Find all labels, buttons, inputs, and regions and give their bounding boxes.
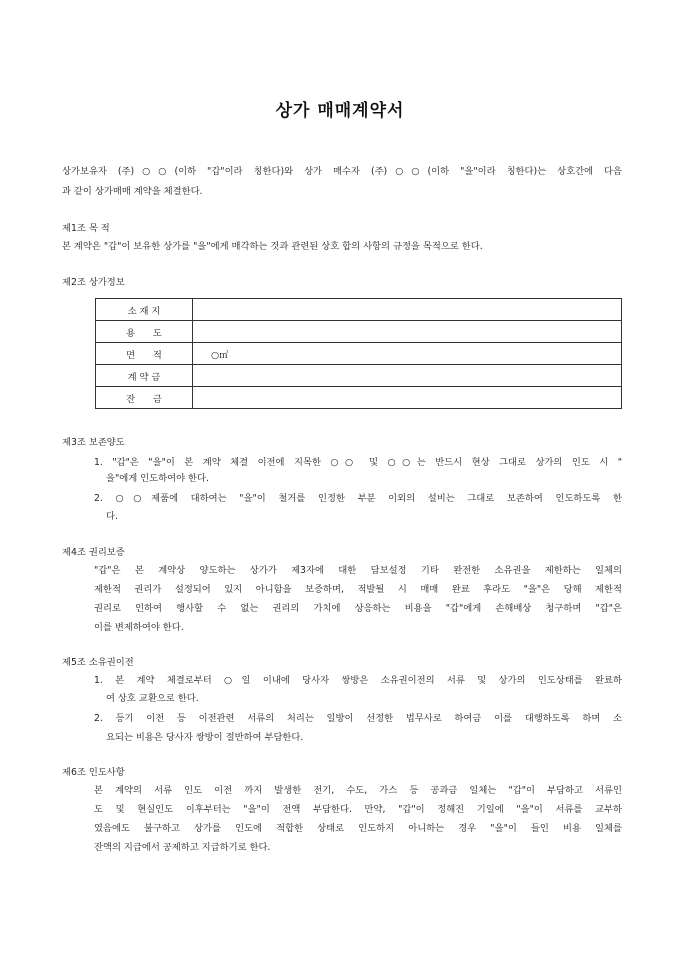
intro-line-2: 과 같이 상가매매 계약을 체결한다. <box>62 186 203 197</box>
article-2-heading: 제2조 상가정보 <box>62 277 125 288</box>
article-6-line-3: 였음에도 불구하고 상가를 인도에 적합한 상태로 인도하지 아니하는 경우 "을"이 들인 비용 일체를 <box>94 823 622 834</box>
table-value-usage <box>193 321 622 343</box>
article-3-item-1-line-1: 1. "갑"은 "을"이 본 계약 체결 이전에 지목한 ○○ 및 ○○는 반드시 현상 그대로 상가의 인도 시 " <box>94 457 622 468</box>
article-4-heading: 제4조 권리보증 <box>62 547 125 558</box>
article-5-item-2-line-1: 2. 등기 이전 등 이전관련 서류의 처리는 일방이 선정한 법무사로 하여금 이를 대행하도록 하며 소 <box>94 713 622 724</box>
property-info-table <box>95 298 622 409</box>
table-value-location <box>193 299 622 321</box>
table-label-usage: 용 도 <box>96 321 193 343</box>
table-label-balance: 잔 금 <box>96 387 193 409</box>
article-3-item-1-line-2: 을"에게 인도하여야 한다. <box>106 473 209 484</box>
table-row <box>96 387 622 409</box>
article-5-item-1-line-2: 여 상호 교환으로 한다. <box>106 693 199 704</box>
article-1-heading: 제1조 목 적 <box>62 223 110 234</box>
table-value-area: ○㎡ <box>193 343 622 365</box>
table-row <box>96 299 622 321</box>
article-4-line-4: 이를 변제하여야 한다. <box>94 622 184 633</box>
article-3-item-2-line-2: 다. <box>106 511 118 522</box>
article-3-heading: 제3조 보존양도 <box>62 437 125 448</box>
document-title: 상가 매매계약서 <box>275 101 405 121</box>
intro-line-1: 상가보유자 (주)○○(이하 "갑"이라 칭한다)와 상가 매수자 (주)○○(이하 "을"이라 칭한다)는 상호간에 다음 <box>62 166 622 177</box>
article-4-line-1: "갑"은 본 계약상 양도하는 상가가 제3자에 대한 담보설정 기타 완전한 소유권을 제한하는 일체의 <box>94 565 622 576</box>
article-6-line-2: 도 및 현실인도 이후부터는 "을"이 전액 부담한다. 만약, "갑"이 정해진 기일에 "을"이 서류를 교부하 <box>94 804 622 815</box>
table-label-deposit: 계 약 금 <box>96 365 193 387</box>
table-value-deposit <box>193 365 622 387</box>
table-row <box>96 365 622 387</box>
article-6-line-4: 잔액의 지급에서 공제하고 지급하기로 한다. <box>94 842 271 853</box>
article-5-item-1-line-1: 1. 본 계약 체결로부터 ○일 이내에 당사자 쌍방은 소유권이전의 서류 및 상가의 인도상태를 완료하 <box>94 675 622 686</box>
article-5-item-2-line-2: 요되는 비용은 당사자 쌍방이 절반하여 부담한다. <box>106 732 304 743</box>
table-label-area: 면 적 <box>96 343 193 365</box>
article-5-heading: 제5조 소유권이전 <box>62 657 134 668</box>
table-value-balance <box>193 387 622 409</box>
article-6-heading: 제6조 인도사항 <box>62 767 125 778</box>
article-1-body: 본 계약은 "갑"이 보유한 상가를 "을"에게 매각하는 것과 관련된 상호 합의 사항의 규정을 목적으로 한다. <box>62 241 483 252</box>
table-row <box>96 321 622 343</box>
article-4-line-2: 제한적 권리가 설정되어 있지 아니함을 보증하며, 적발될 시 매매 완료 후라도 "을"은 당해 제한적 <box>94 584 622 595</box>
article-4-line-3: 권리로 인하여 행사할 수 없는 권리의 가치에 상응하는 비용을 "갑"에게 손해배상 청구하며 "갑"은 <box>94 603 622 614</box>
article-6-line-1: 본 계약의 서류 인도 이전 까지 발생한 전기, 수도, 가스 등 공과금 일체는 "갑"이 부담하고 서류인 <box>94 785 622 796</box>
table-label-location: 소 재 지 <box>96 299 193 321</box>
article-3-item-2-line-1: 2. ○○제품에 대하여는 "을"이 철거를 인정한 부분 이외의 설비는 그대로 보존하여 인도하도록 한 <box>94 493 622 504</box>
table-row <box>96 343 622 365</box>
